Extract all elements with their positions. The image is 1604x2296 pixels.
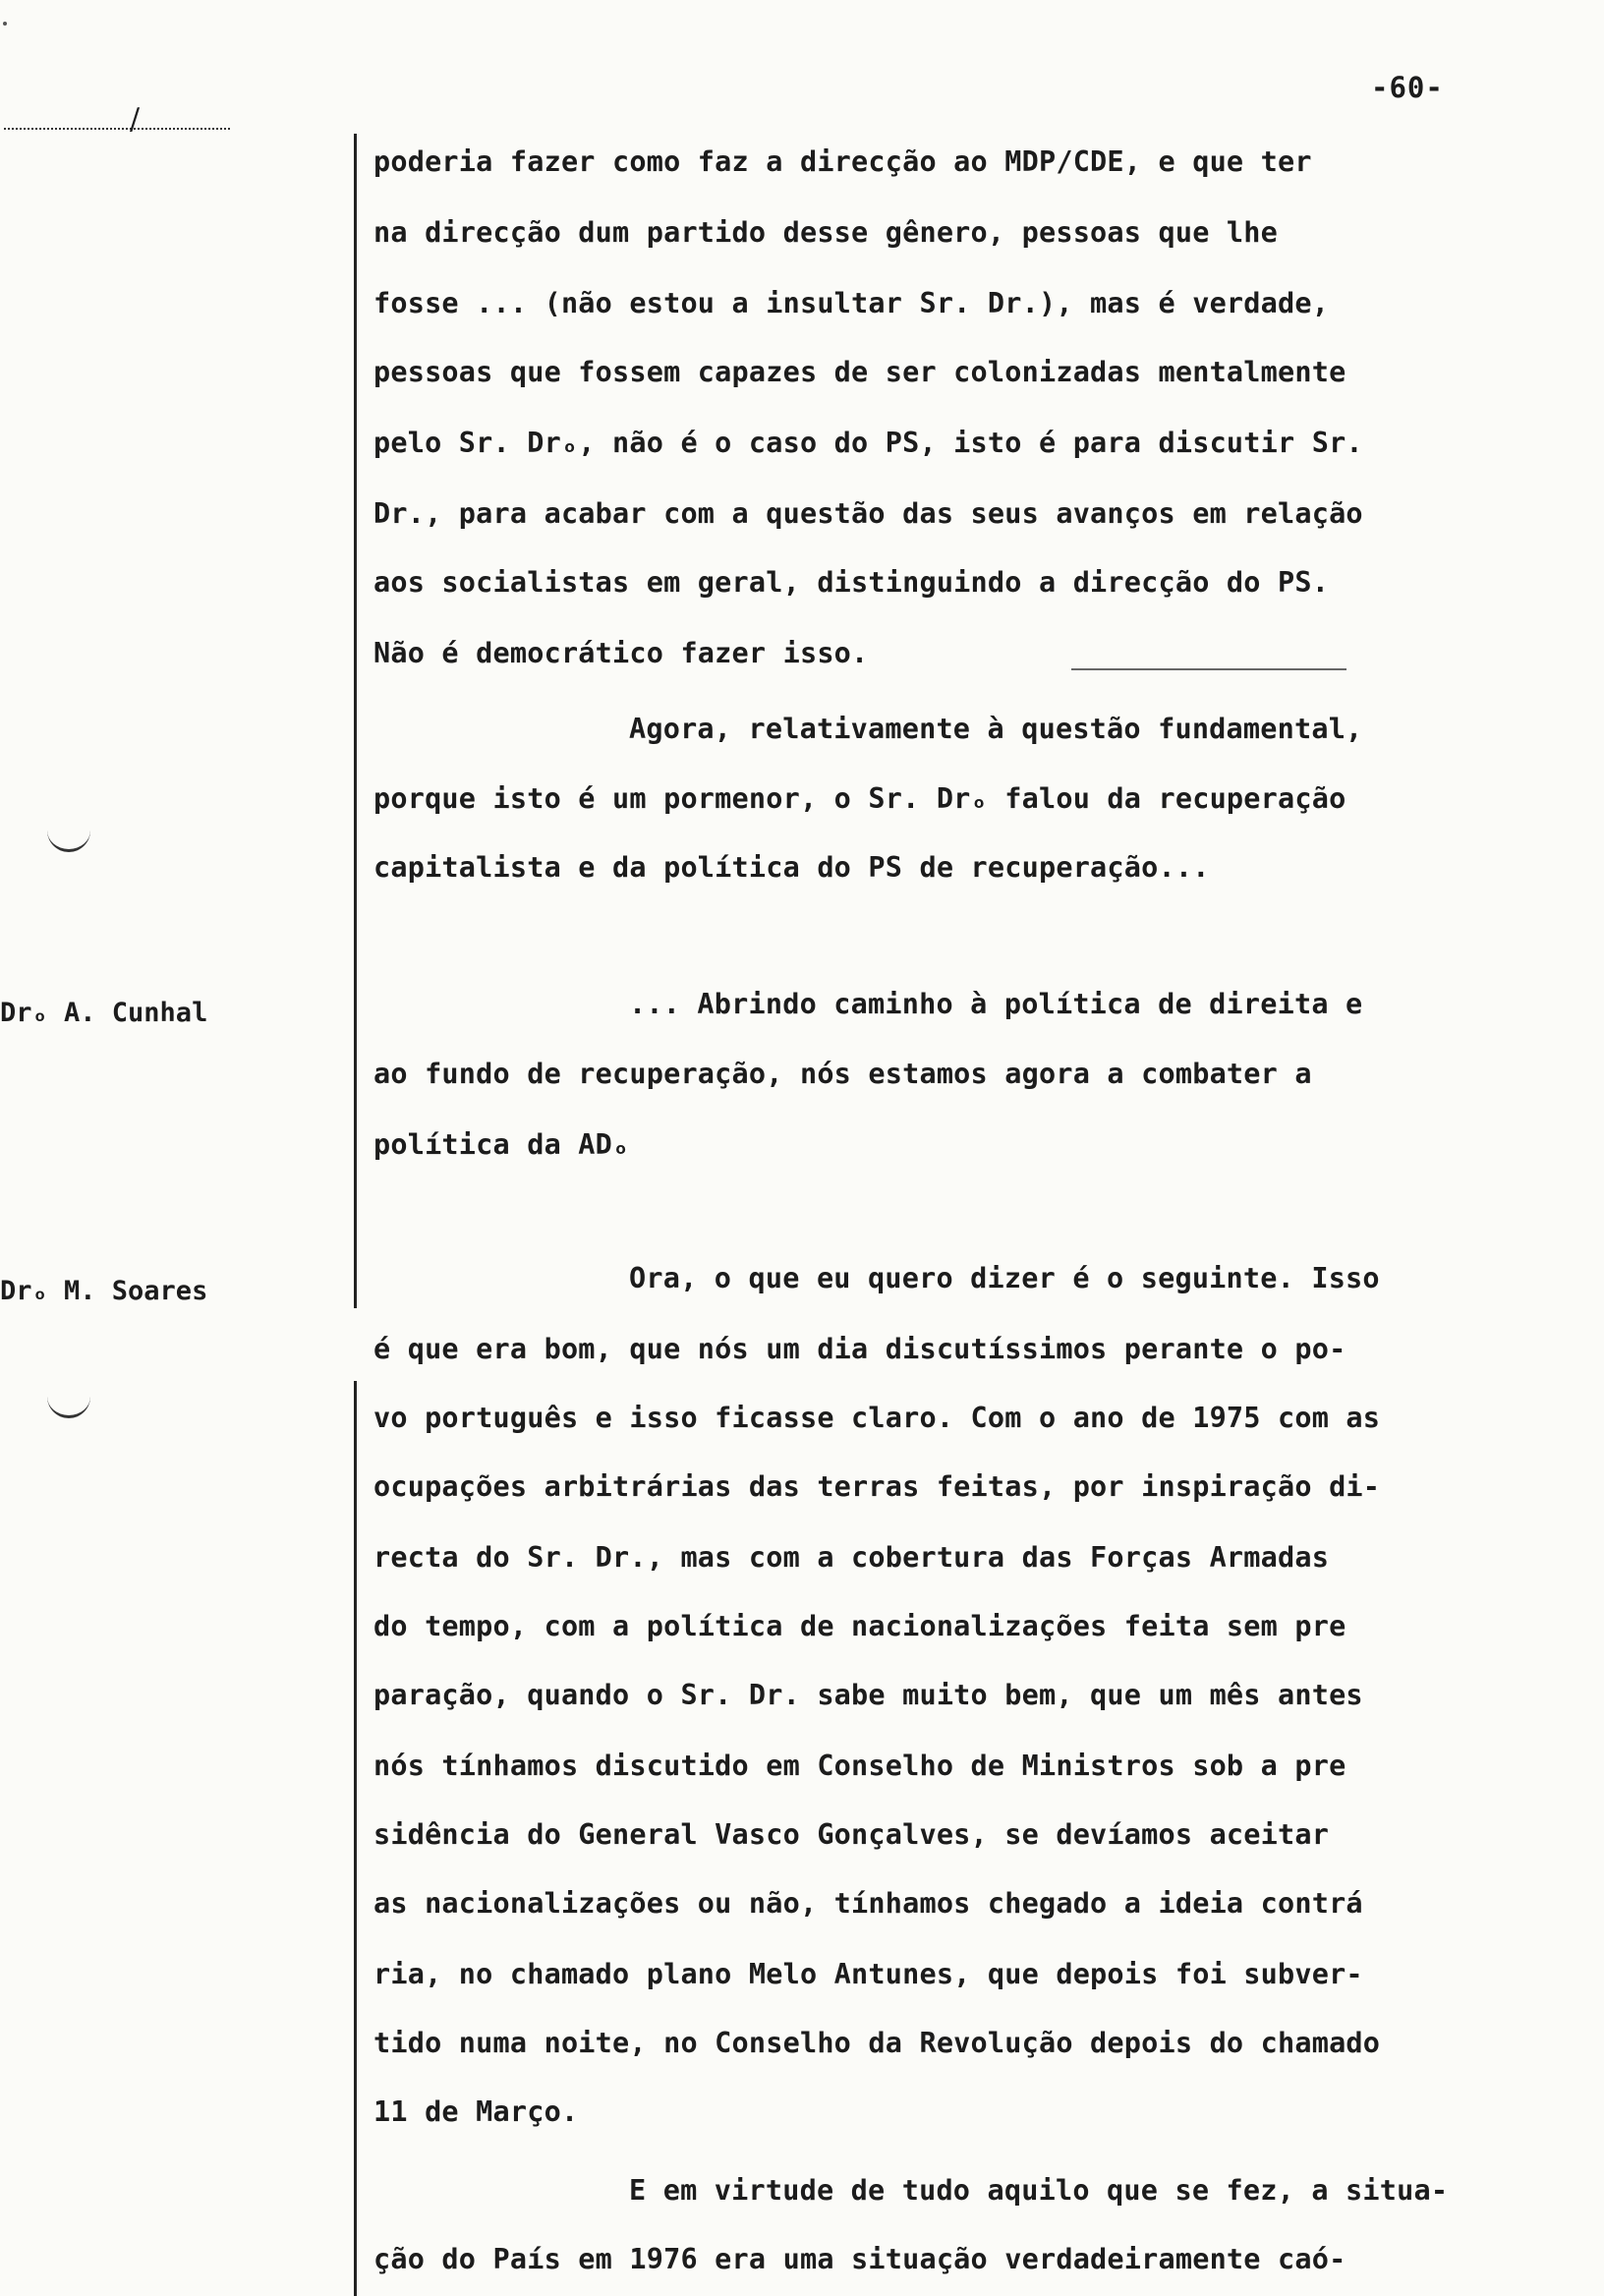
text-line: E em virtude de tudo aquilo que se fez, a situa- — [629, 2174, 1449, 2207]
pencil-underline — [1071, 668, 1346, 670]
text-line: capitalista e da política do PS de recuperação... — [373, 851, 1210, 884]
text-line: ção do País em 1976 era uma situação verdadeiramente caó- — [373, 2243, 1346, 2275]
text-line: do tempo, com a política de nacionalizações feita sem pre — [373, 1610, 1346, 1642]
margin-dot — [3, 22, 7, 26]
text-line: sidência do General Vasco Gonçalves, se devíamos aceitar — [373, 1818, 1330, 1851]
text-line: 11 de Março. — [373, 2095, 579, 2128]
margin-rule-lower — [354, 1381, 357, 2296]
text-line: porque isto é um pormenor, o Sr. Drₒ falou da recuperação — [373, 782, 1346, 815]
text-line: Dr., para acabar com a questão das seus avanços em relação — [373, 497, 1363, 530]
text-line: na direcção dum partido desse gênero, pessoas que lhe — [373, 216, 1278, 249]
text-line: ria, no chamado plano Melo Antunes, que depois foi subver- — [373, 1958, 1363, 1990]
text-line: recta do Sr. Dr., mas com a cobertura das Forças Armadas — [373, 1541, 1330, 1574]
speaker-label-cunhal: Drₒ A. Cunhal — [0, 998, 208, 1028]
text-line: as nacionalizações ou não, tínhamos chegado a ideia contrá — [373, 1887, 1363, 1920]
text-line: pelo Sr. Drₒ, não é o caso do PS, isto é para discutir Sr. — [373, 427, 1363, 459]
text-line: política da ADₒ — [373, 1128, 630, 1161]
margin-arc-mark — [47, 1392, 90, 1418]
text-line: Agora, relativamente à questão fundamental, — [629, 713, 1363, 745]
text-line: nós tínhamos discutido em Conselho de Ministros sob a pre — [373, 1750, 1346, 1782]
text-line: fosse ... (não estou a insultar Sr. Dr.), mas é verdade, — [373, 287, 1330, 319]
text-line: ... Abrindo caminho à política de direita e — [629, 988, 1363, 1020]
text-line: aos socialistas em geral, distinguindo a direcção do PS. — [373, 566, 1330, 599]
text-line: Não é democrático fazer isso. — [373, 637, 869, 669]
margin-rule-upper — [354, 134, 357, 1308]
text-line: pessoas que fossem capazes de ser colonizadas mentalmente — [373, 356, 1346, 388]
margin-arc-mark — [47, 826, 90, 852]
text-line: poderia fazer como faz a direcção ao MDP/CDE, e que ter — [373, 145, 1312, 178]
margin-slash-mark: / — [130, 102, 141, 137]
text-line: Ora, o que eu quero dizer é o seguinte. Isso — [629, 1262, 1380, 1294]
text-line: vo português e isso ficasse claro. Com o ano de 1975 com as — [373, 1402, 1381, 1434]
text-line: ao fundo de recuperação, nós estamos agora a combater a — [373, 1058, 1312, 1090]
text-line: paração, quando o Sr. Dr. sabe muito bem, que um mês antes — [373, 1679, 1363, 1711]
text-line: é que era bom, que nós um dia discutíssimos perante o po- — [373, 1333, 1346, 1365]
text-line: tido numa noite, no Conselho da Revolução depois do chamado — [373, 2027, 1381, 2059]
speaker-label-soares: Drₒ M. Soares — [0, 1276, 208, 1306]
text-line: ocupações arbitrárias das terras feitas, por inspiração di- — [373, 1470, 1381, 1503]
margin-dotted-line — [4, 128, 230, 130]
page-number: -60- — [1371, 71, 1444, 104]
